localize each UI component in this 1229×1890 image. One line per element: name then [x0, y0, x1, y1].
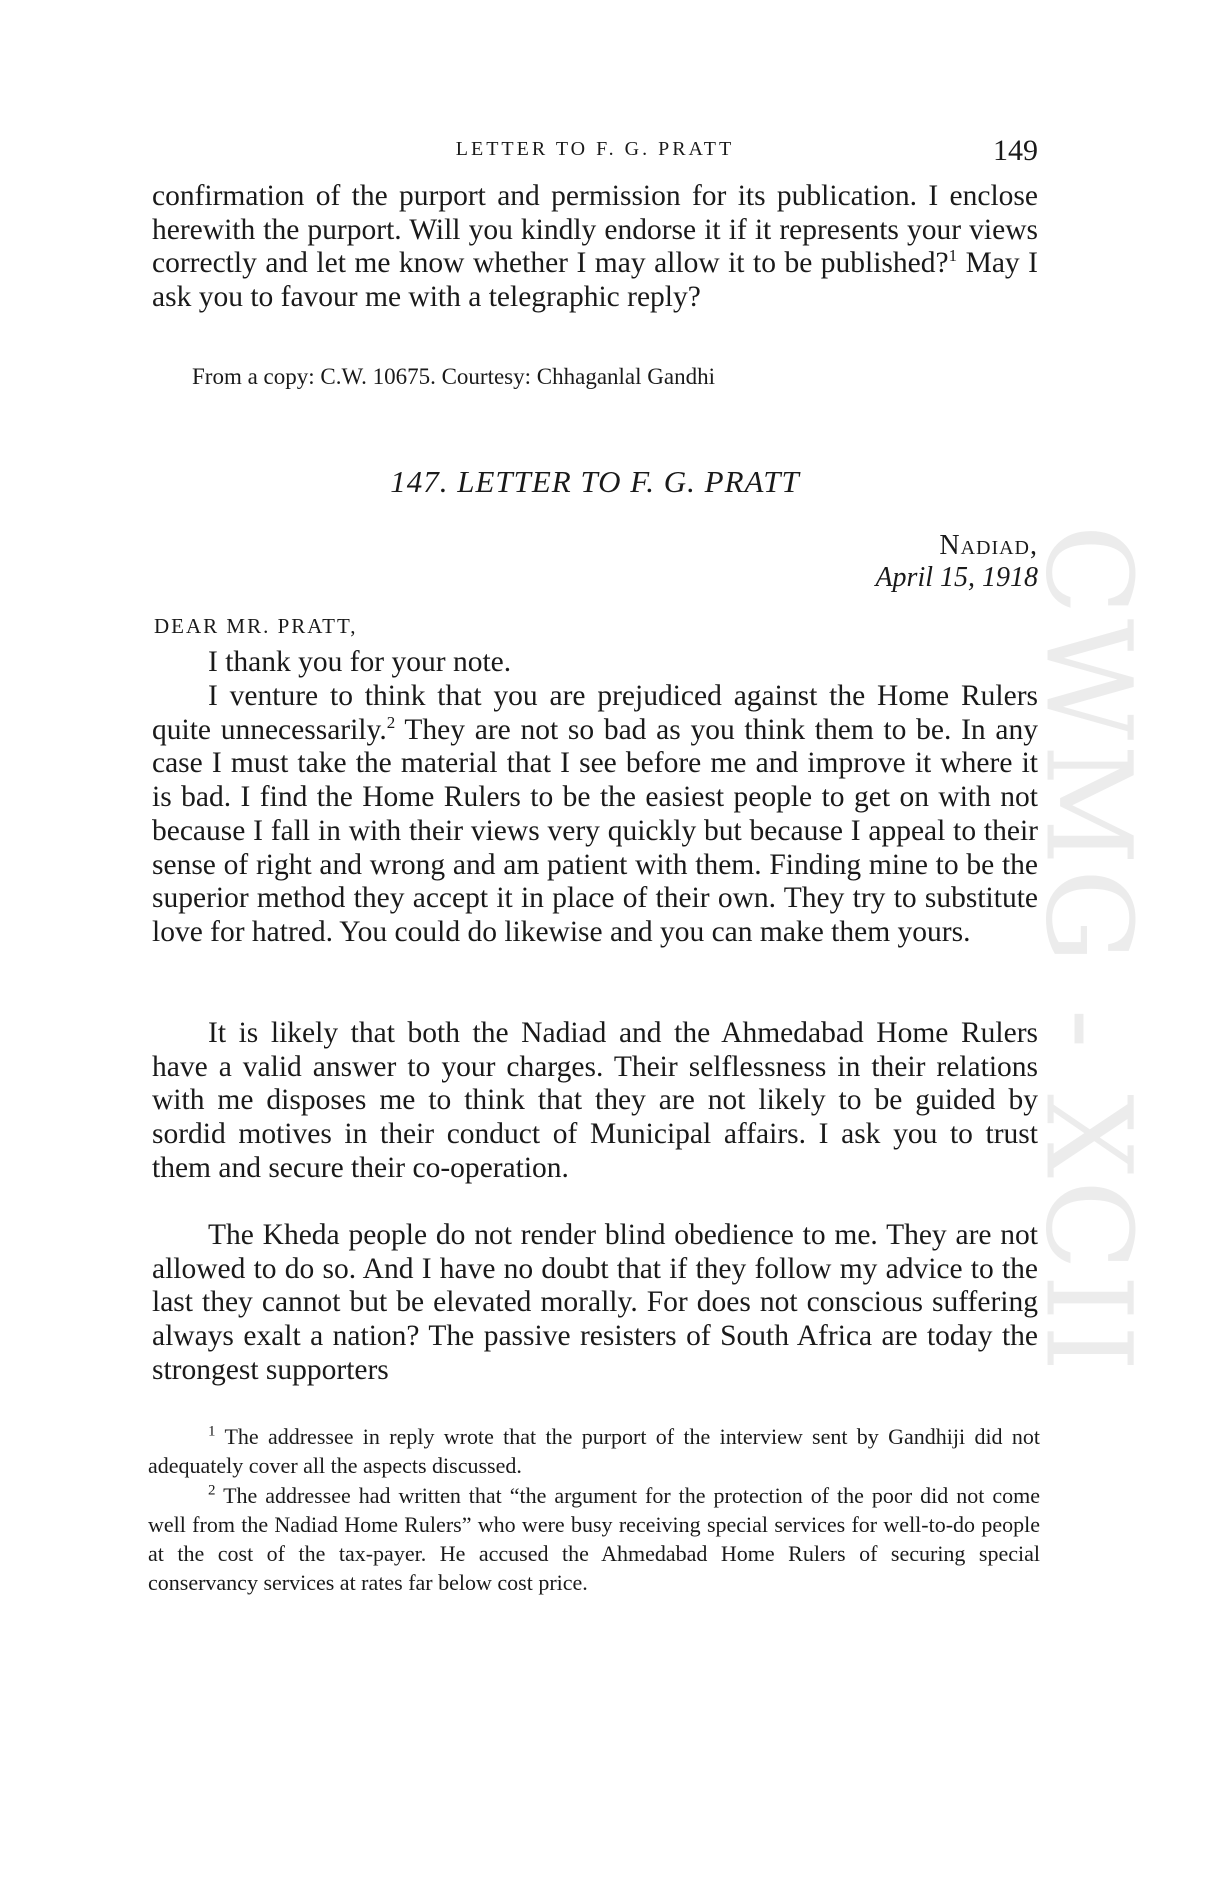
body-paragraph-2: [152, 680, 1038, 950]
continued-paragraph: [152, 180, 1038, 315]
footnote-2-number: 2: [208, 1482, 216, 1499]
watermark-text: CWMG - XCII: [1019, 524, 1157, 1376]
source-citation: From a copy: C.W. 10675. Courtesy: Chhaganlal Gandhi: [192, 364, 715, 389]
page-number: 149: [993, 134, 1038, 167]
footnote-1: [148, 1422, 1040, 1480]
body-paragraph-3: It is likely that both the Nadiad and the Ahmedabad Home Rulers have a valid answer to your charges. Their selflessness in their relations with me disposes me to think that they are not likely to be guided by sordid motives in their conduct of Municipal affairs. I ask you to trust them and secure their co-operation.: [152, 1017, 1038, 1184]
footnote-1-number: 1: [208, 1423, 216, 1440]
footnote-ref-2: 2: [386, 712, 396, 732]
footnote-2-text: The addressee had written that “the argument for the protection of the poor did not come well from the Nadiad Home Rulers” who were busy receiving special services for well-to-do people at the cost of the tax-payer. He accused the Ahmedabad Home Rulers of securing special conservancy services at rates far below cost price.: [148, 1483, 1040, 1595]
continued-paragraph-text-end: May I ask you to favour me with a telegraphic reply?: [152, 247, 1038, 314]
body-paragraph-2-text: I venture to think that you are prejudiced against the Home Rulers quite unnecessarily.: [152, 680, 1038, 746]
body-paragraph-1: I thank you for your note.: [208, 646, 512, 678]
letter-date: April 15, 1918: [875, 562, 1038, 593]
salutation: DEAR MR. PRATT,: [154, 614, 358, 638]
body-paragraph-2-text-end: They are not so bad as you think them to be. In any case I must take the material that I see before me and improve it where it is bad. I find the Home Rulers to be the easiest people to get on with not because I fall in with their views very quickly but because I appeal to their sense of right and wrong and am patient with them. Finding mine to be the superior method they accept it in place of their own. They try to substitute love for hatred. You could do likewise and you can make them yours.: [152, 713, 1038, 948]
letter-place: Nadiad,: [939, 530, 1038, 561]
running-head-title: LETTER TO F. G. PRATT: [455, 138, 735, 160]
footnote-ref-1: 1: [948, 246, 958, 266]
running-head: [152, 134, 1038, 170]
body-paragraph-4: The Kheda people do not render blind obedience to me. They are not allowed to do so. And I have no doubt that if they follow my advice to the last they cannot but be elevated morally. For does not conscious suffering always exalt a nation? The passive resisters of South Africa are today the strongest supporters: [152, 1219, 1038, 1386]
footnote-2: [148, 1481, 1040, 1597]
document-heading: 147. LETTER TO F. G. PRATT: [390, 464, 800, 499]
footnote-1-text: The addressee in reply wrote that the purport of the interview sent by Gandhiji did not adequately cover all the aspects discussed.: [148, 1424, 1040, 1478]
watermark: [1019, 500, 1157, 1400]
continued-paragraph-text: confirmation of the purport and permission for its publication. I enclose herewith the purport. Will you kindly endorse it if it represents your views correctly and let me know whether I may allow it to be published?: [152, 180, 1038, 280]
